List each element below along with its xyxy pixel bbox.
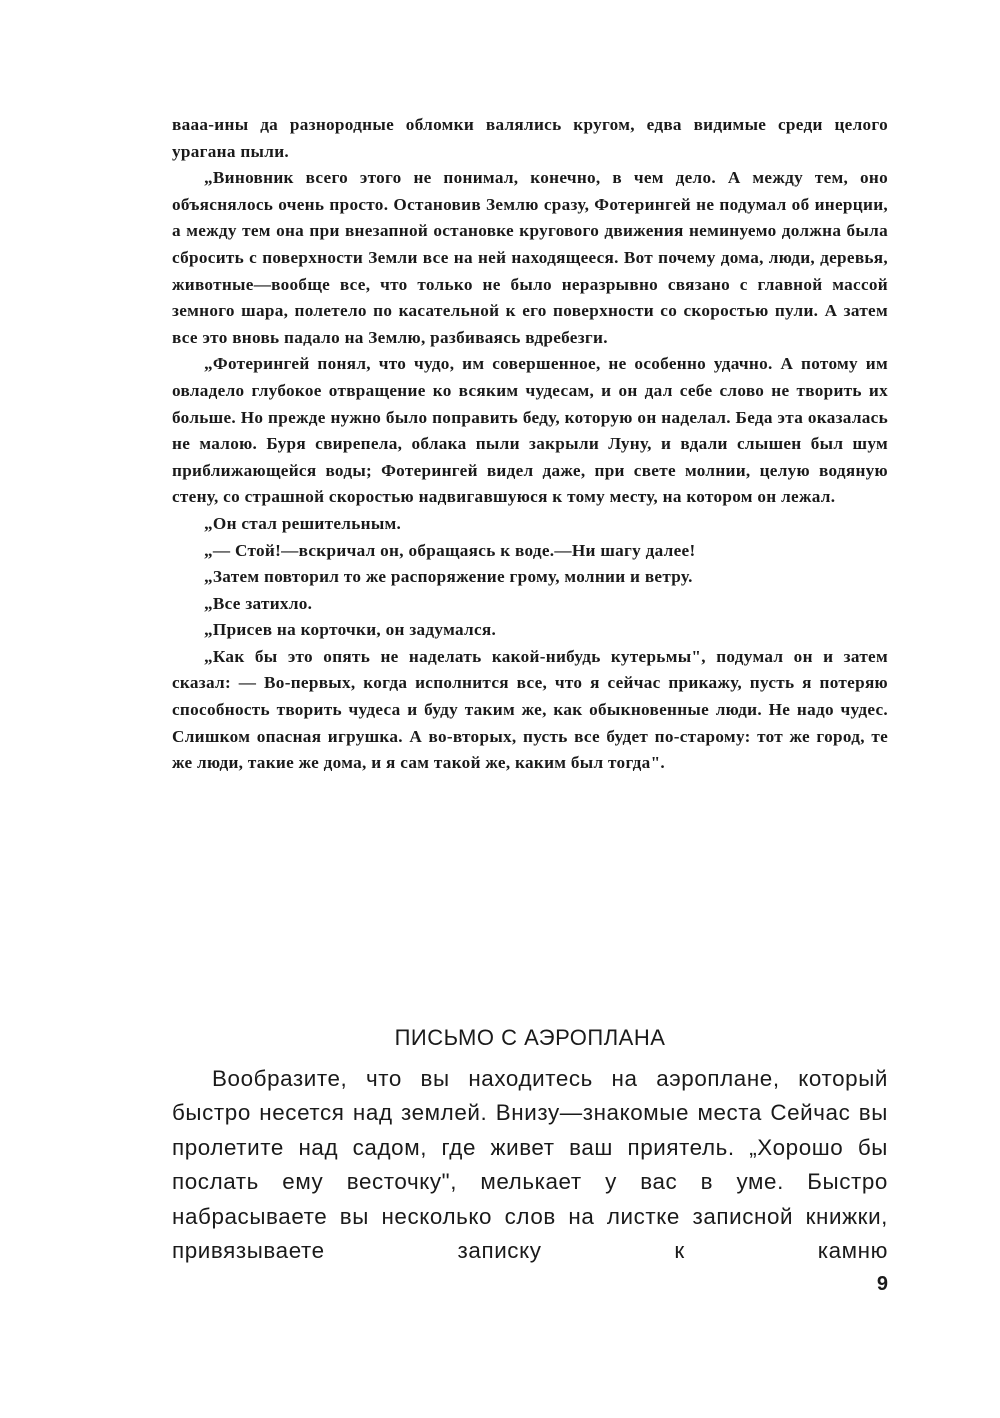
paragraph-decisive: „Он стал решительным. [204, 513, 402, 533]
paragraph-final-wish: „Как бы это опять не наделать какой-нибудь кутерьмы", подумал он и затем сказал: — Во-первых, когда исполнится все, что я сейчас прикажу, пусть я потеряю способность творить чудеса и буду таким же, как обыкновенные люди. Не надо чудес. Слишком опасная игрушка. А во-вторых, пусть все будет по-старому: тот же город, те же люди, такие же дома, и я сам такой же, каким был тогда". [172, 646, 888, 773]
paragraph-storm: „Фотерингей понял, что чудо, им совершенное, не особенно удачно. А потому им овладело глубокое отвращение ко всяким чудесам, и он дал себе слово не творить их больше. Но прежде нужно было поправить беду, которую он наделал. Беда эта оказалась не малою. Буря свирепела, облака пыли закрыли Луну, и вдали слышен был шум приближающейся воды; Фотерингей видел даже, при свете молнии, целую водяную стену, со страшной скоростью надвигавшуюся к тому месту, на котором он лежал. [172, 354, 888, 507]
paragraph-inertia-explanation: „Виновник всего этого не понимал, конечно, в чем дело. А между тем, оно объяснялось очень просто. Остановив Землю сразу, Фотерингей не подумал об инерции, а между тем она при внезапной остановке кругового движения неминуемо должна была сбросить с поверхности Земли все на ней находящееся. Вот почему дома, люди, деревья, животные—вообще все, что только не было неразрывно связано с главной массой земного шара, полетело по касательной к его поверхности со скоростью пули. А затем все это вновь падало на Землю, разбиваясь вдребезги. [172, 168, 888, 347]
section-paragraph: Вообразите, что вы находитесь на аэроплане, который быстро несется над землей. Внизу—знакомые места Сейчас вы пролетите над садом, где живет ваш приятель. „Хорошо бы послать ему весточку", мелькает у вас в уме. Быстро набрасываете вы несколько слов на листке записной книжки, привязываете записку к камню [172, 1066, 888, 1264]
paragraph-silence: „Все затихло. [204, 593, 313, 613]
story-text-block [172, 112, 888, 777]
paragraph-debris: вааа-ины да разнородные обломки валялись кругом, едва видимые среди целого урагана пыли. [172, 115, 888, 161]
paragraph-stop-command: „— Стой!—вскричал он, обращаясь к воде.—Ни шагу далее! [204, 540, 696, 560]
page-number: 9 [876, 1273, 888, 1295]
section-text-block [172, 1062, 888, 1268]
paragraph-thinking: „Присев на корточки, он задумался. [204, 620, 497, 640]
section-heading: ПИСЬМО С АЭРОПЛАНА [394, 1025, 666, 1051]
paragraph-repeat-order: „Затем повторил то же распоряжение грому, молнии и ветру. [204, 567, 693, 587]
